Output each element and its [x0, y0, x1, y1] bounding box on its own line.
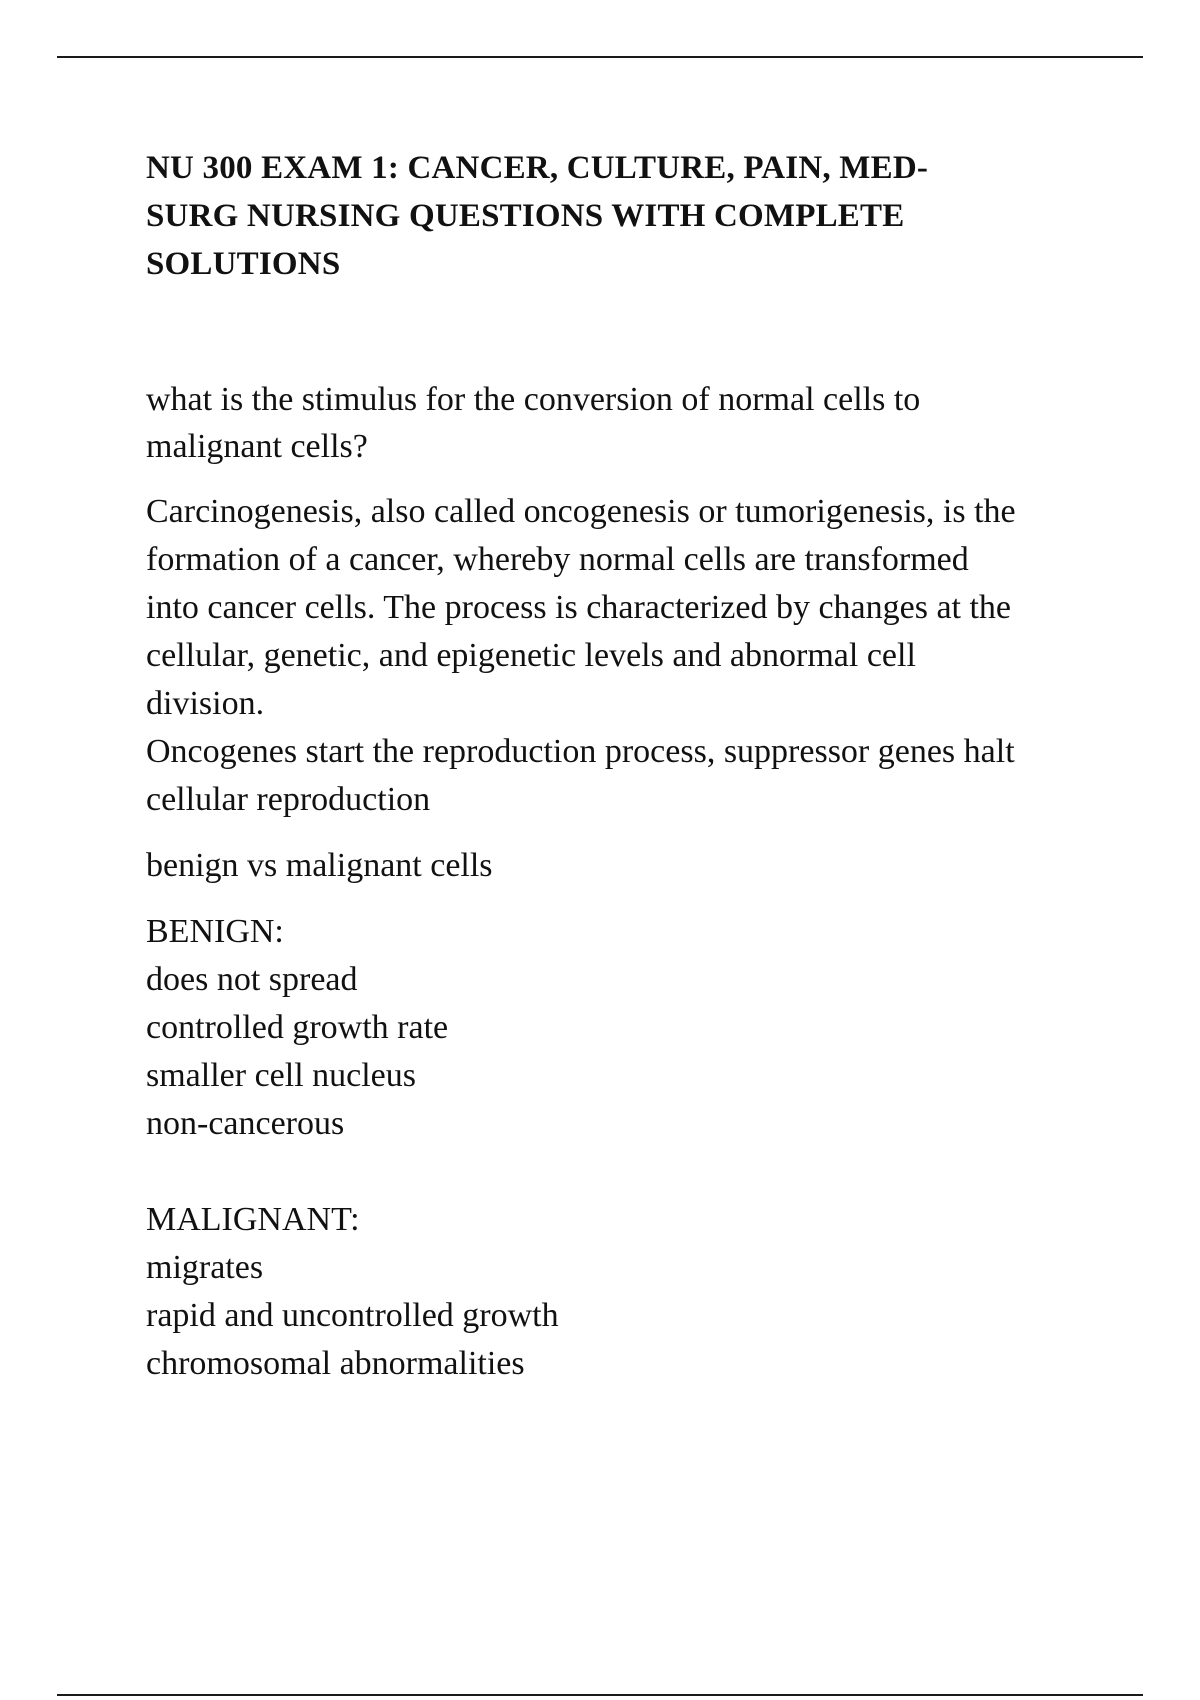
answer-line: division.	[146, 685, 265, 722]
title-line: NU 300 EXAM 1: CANCER, CULTURE, PAIN, MED-	[146, 150, 929, 186]
answer-1	[146, 488, 1106, 824]
title-line: SOLUTIONS	[146, 246, 341, 282]
bottom-rule	[57, 1694, 1143, 1696]
answer-line: into cancer cells. The process is characterized by changes at the	[146, 589, 1012, 626]
benign-item: does not spread	[146, 961, 358, 998]
benign-heading: BENIGN:	[146, 913, 284, 950]
benign-item: smaller cell nucleus	[146, 1057, 417, 1094]
answer-line: cellular reproduction	[146, 781, 431, 818]
answer-line: Oncogenes start the reproduction process, suppressor genes halt	[146, 733, 1015, 770]
answer-2	[146, 908, 1106, 1388]
malignant-heading: MALIGNANT:	[146, 1201, 360, 1238]
document-content	[146, 144, 1106, 1388]
question-1	[146, 376, 1106, 470]
title-line: SURG NURSING QUESTIONS WITH COMPLETE	[146, 198, 905, 234]
spacer	[146, 1148, 1106, 1196]
malignant-item: rapid and uncontrolled growth	[146, 1297, 559, 1334]
top-rule	[57, 56, 1143, 58]
answer-line: Carcinogenesis, also called oncogenesis or tumorigenesis, is the	[146, 493, 1016, 530]
question-2: benign vs malignant cells	[146, 847, 493, 884]
answer-line: cellular, genetic, and epigenetic levels and abnormal cell	[146, 637, 916, 674]
document-title	[146, 144, 1106, 288]
malignant-item: migrates	[146, 1249, 264, 1286]
benign-item: controlled growth rate	[146, 1009, 449, 1046]
question-line: what is the stimulus for the conversion of normal cells to	[146, 381, 921, 418]
benign-item: non-cancerous	[146, 1105, 345, 1142]
question-line: malignant cells?	[146, 428, 368, 465]
malignant-item: chromosomal abnormalities	[146, 1345, 525, 1382]
answer-line: formation of a cancer, whereby normal cells are transformed	[146, 541, 969, 578]
